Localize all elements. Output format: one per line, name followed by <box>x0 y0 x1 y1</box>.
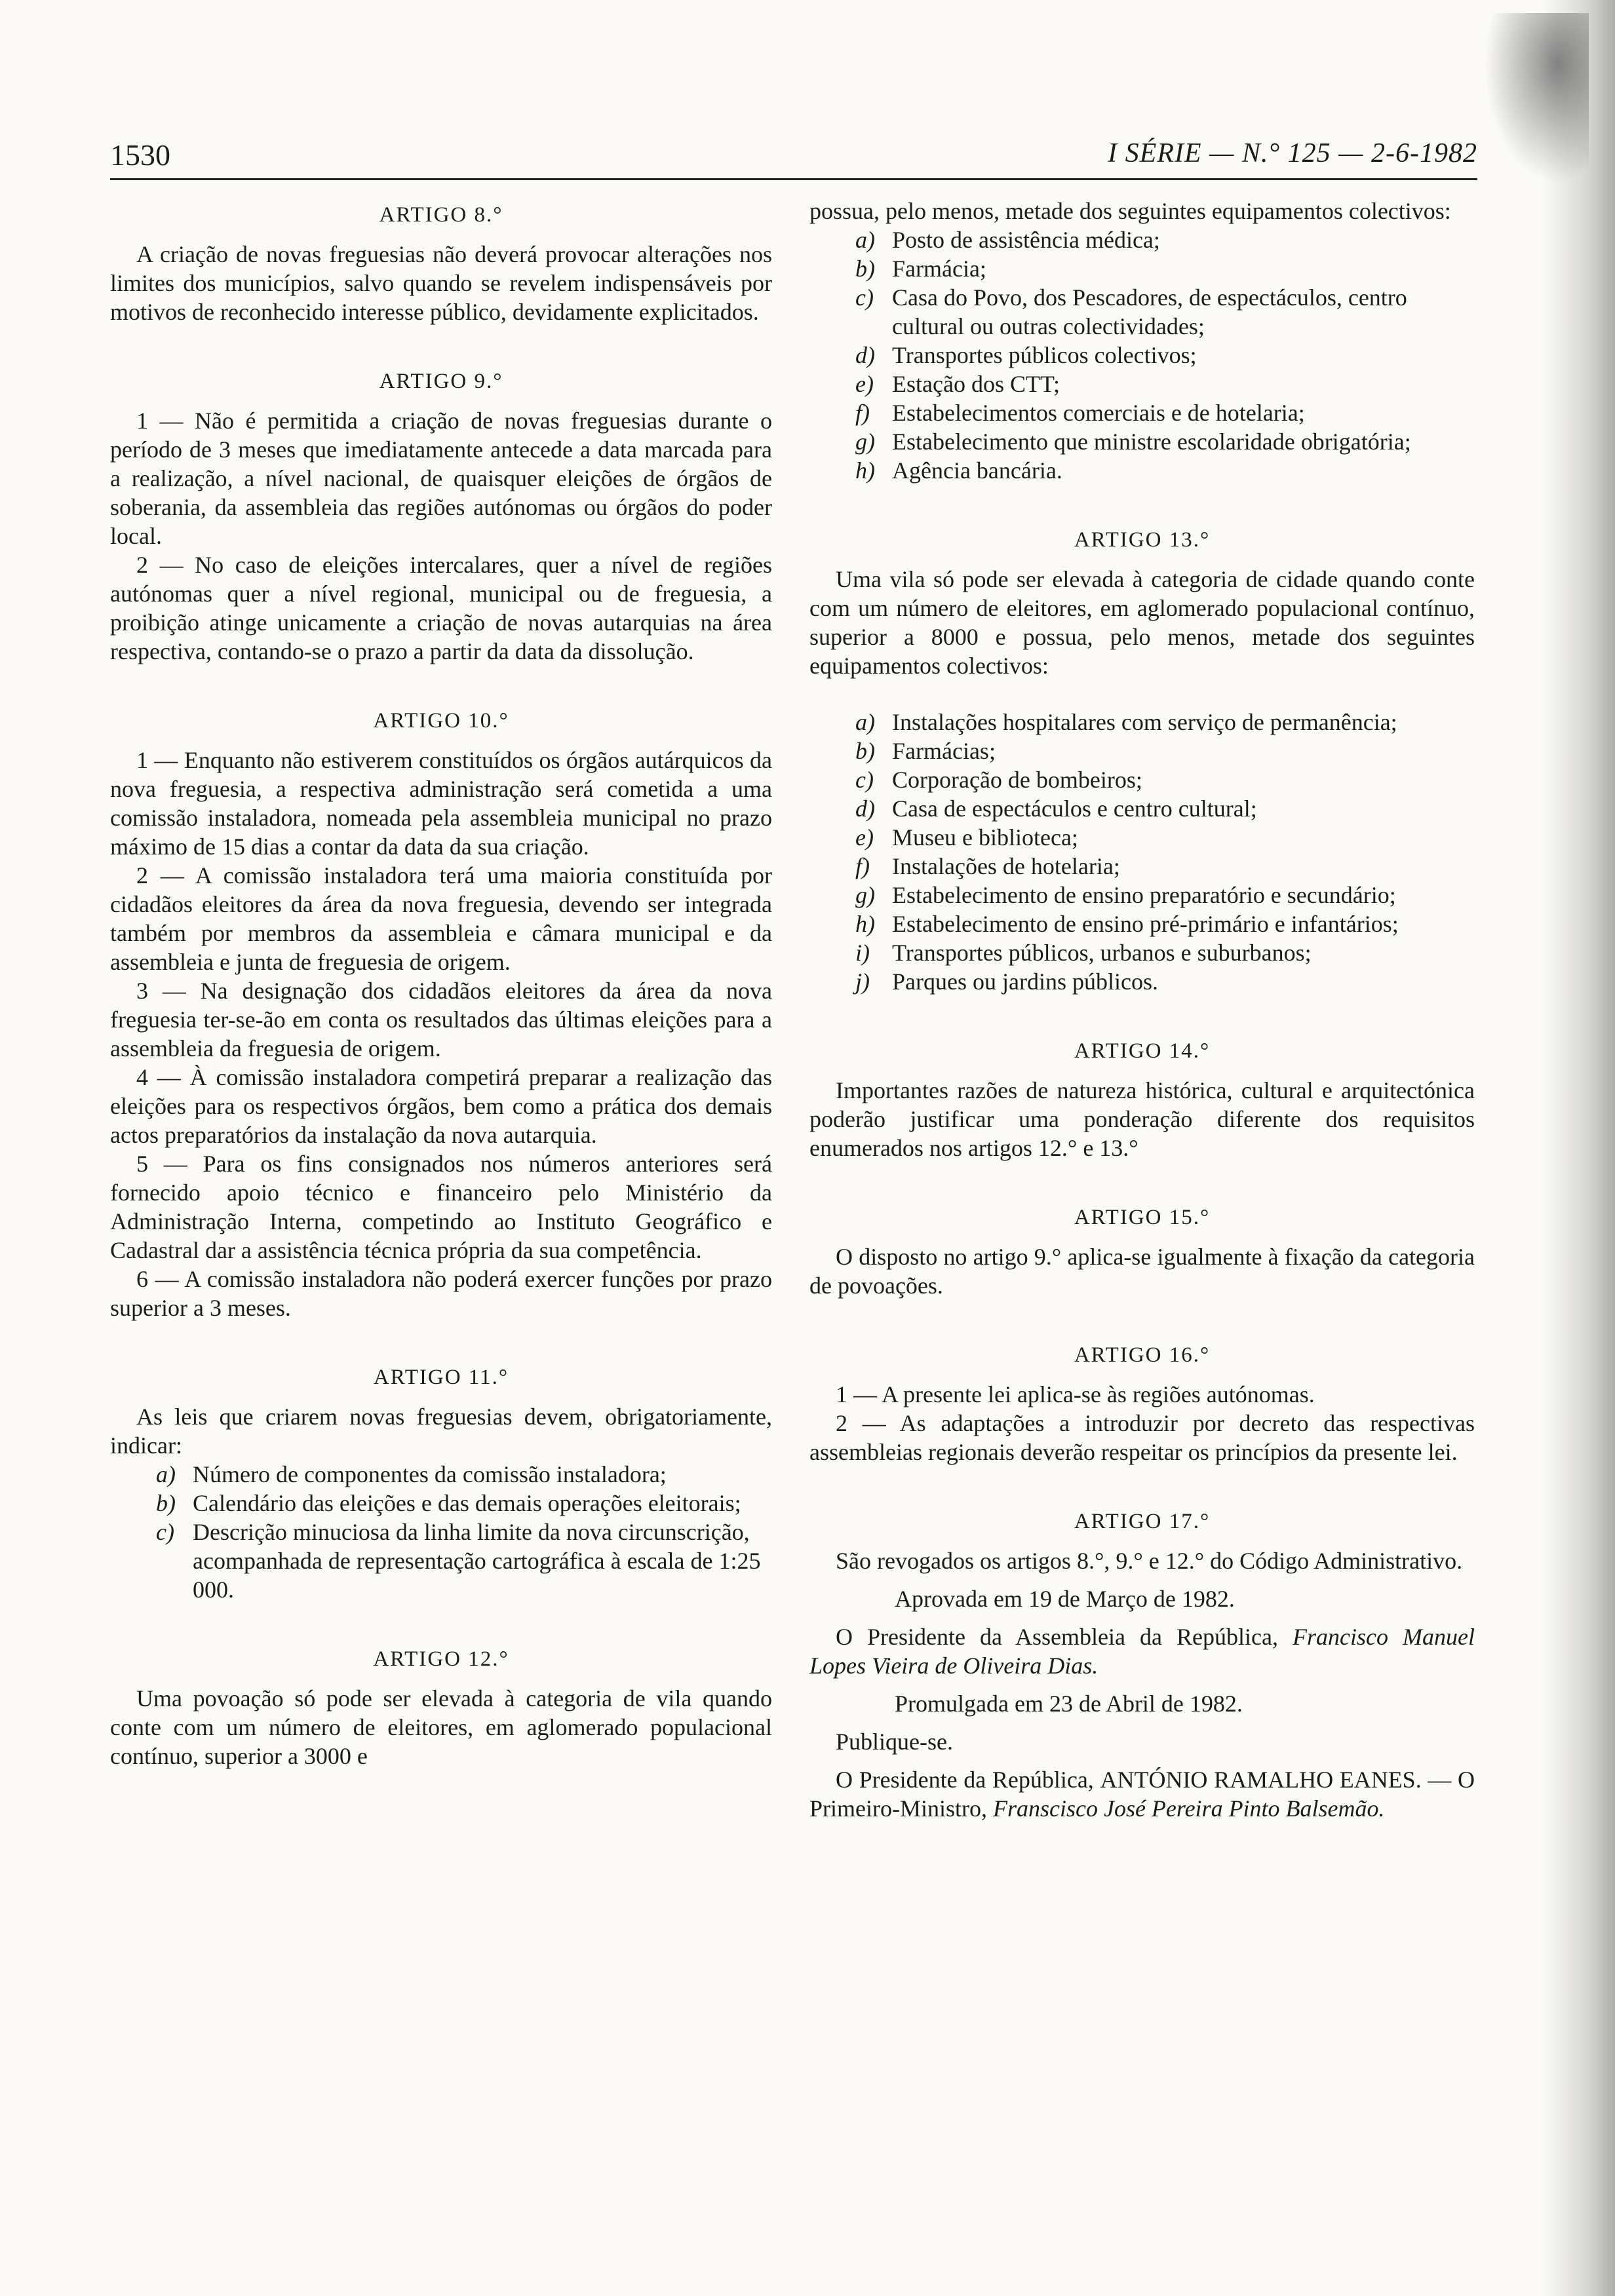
article-8-title: ARTIGO 8.° <box>379 203 503 227</box>
article-9-para-2: 2 — No caso de eleições intercalares, quer a nível de regiões autónomas quer a nível regional, municipal ou de freguesia, a proibição atinge unicamente a criação de novas autarquias na área respectiva, contando-se o prazo a partir da data da dissolução. <box>110 552 772 664</box>
article-11-list <box>156 1460 772 1604</box>
article-15-text: O disposto no artigo 9.° aplica-se igualmente à fixação da categoria de povoações. <box>809 1244 1475 1299</box>
page-header <box>0 138 1615 177</box>
article-10-para-6: 6 — A comissão instaladora não poderá exercer funções por prazo superior a 3 meses. <box>110 1266 772 1321</box>
list-item: a) Número de componentes da comissão instaladora; <box>156 1461 667 1487</box>
list-item: h) Agência bancária. <box>855 457 1062 484</box>
approval-date: Aprovada em 19 de Março de 1982. <box>895 1586 1235 1612</box>
list-item: g) Estabelecimento de ensino preparatório e secundário; <box>855 882 1396 908</box>
left-column <box>110 197 772 1770</box>
list-item: h) Estabelecimento de ensino pré-primário e infantários; <box>855 911 1399 937</box>
list-item: d) Transportes públicos colectivos; <box>855 342 1197 368</box>
article-10-para-2: 2 — A comissão instaladora terá uma maioria constituída por cidadãos eleitores da área da nova freguesia, devendo ser integrada também por membros da assembleia e câmara municipal e da assembleia e junta de freguesia de origem. <box>110 862 772 975</box>
article-12-list <box>855 225 1475 485</box>
article-17-title: ARTIGO 17.° <box>1074 1510 1211 1533</box>
page-number: 1530 <box>110 138 170 172</box>
article-8-text: A criação de novas freguesias não deverá provocar alterações nos limites dos municípios, salvo quando se revelem indispensáveis por motivos de reconhecido interesse público, devidamente explicitados. <box>110 241 772 325</box>
publish-order: Publique-se. <box>836 1729 953 1755</box>
republic-president-label: O Presidente da República, <box>836 1767 1094 1793</box>
signatures <box>809 1765 1475 1823</box>
article-10-para-4: 4 — À comissão instaladora competirá preparar a realização das eleições para os respectivos órgãos, bem como a prática dos demais actos preparatórios da instalação da nova autarquia. <box>110 1064 772 1148</box>
right-column <box>809 197 1475 1823</box>
article-10-para-3: 3 — Na designação dos cidadãos eleitores da área da nova freguesia ter-se-ão em conta os resultados das últimas eleições para a assembleia da freguesia de origem. <box>110 978 772 1062</box>
article-17-text: São revogados os artigos 8.°, 9.° e 12.° do Código Administrativo. <box>836 1548 1463 1574</box>
article-13-text: Uma vila só pode ser elevada à categoria de cidade quando conte com um número de eleitores, em aglomerado populacional contínuo, superior a 8000 e possua, pelo menos, metade dos seguintes equipamentos colectivos: <box>809 566 1475 679</box>
list-item: b) Farmácia; <box>855 256 986 282</box>
assembly-president-label: O Presidente da Assembleia da República, <box>836 1624 1278 1650</box>
list-item: f) Estabelecimentos comerciais e de hotelaria; <box>855 400 1305 426</box>
article-16-para-2: 2 — As adaptações a introduzir por decreto das respectivas assembleias regionais deverão respeitar os princípios da presente lei. <box>809 1410 1475 1465</box>
prime-minister-label: — O Primeiro-Ministro, <box>809 1767 1475 1822</box>
list-item: c) Corporação de bombeiros; <box>855 767 1142 793</box>
article-12-text-cont: possua, pelo menos, metade dos seguintes equipamentos colectivos: <box>809 198 1451 224</box>
article-12-title: ARTIGO 12.° <box>373 1647 509 1671</box>
list-item: c) Descrição minuciosa da linha limite da nova circunscrição, acompanhada de representação cartográfica à escala de 1:25 000. <box>156 1519 761 1603</box>
list-item: e) Museu e biblioteca; <box>855 824 1078 851</box>
list-item: e) Estação dos CTT; <box>855 371 1060 397</box>
scan-edge-shadow <box>1543 0 1615 2296</box>
article-11-intro: As leis que criarem novas freguesias devem, obrigatoriamente, indicar: <box>110 1404 772 1459</box>
article-10-para-5: 5 — Para os fins consignados nos números anteriores será fornecido apoio técnico e financeiro pelo Ministério da Administração Interna, competindo ao Instituto Geográfico e Cadastral dar a assistência técnica própria da sua competência. <box>110 1151 772 1263</box>
list-item: c) Casa do Povo, dos Pescadores, de espectáculos, centro cultural ou outras colectividades; <box>855 284 1407 339</box>
assembly-president <box>809 1622 1475 1680</box>
series-issue-date: I SÉRIE — N.° 125 — 2-6-1982 <box>1108 138 1477 168</box>
list-item: f) Instalações de hotelaria; <box>855 853 1120 879</box>
list-item: d) Casa de espectáculos e centro cultural; <box>855 795 1257 822</box>
list-item: i) Transportes públicos, urbanos e suburbanos; <box>855 940 1312 966</box>
list-item: g) Estabelecimento que ministre escolaridade obrigatória; <box>855 429 1411 455</box>
article-10-title: ARTIGO 10.° <box>373 709 509 733</box>
list-item: b) Calendário das eleições e das demais operações eleitorais; <box>156 1490 741 1516</box>
article-16-para-1: 1 — A presente lei aplica-se às regiões autónomas. <box>836 1381 1315 1407</box>
article-15-title: ARTIGO 15.° <box>1074 1206 1211 1229</box>
list-item: a) Posto de assistência médica; <box>855 227 1160 253</box>
list-item: b) Farmácias; <box>855 738 996 764</box>
article-9-para-1: 1 — Não é permitida a criação de novas freguesias durante o período de 3 meses que imediatamente antecede a data marcada para a realização, a nível nacional, de quaisquer eleições de órgãos de soberania, da assembleia das regiões autónomas ou órgãos do poder local. <box>110 408 772 549</box>
list-item: j) Parques ou jardins públicos. <box>855 968 1158 995</box>
list-item: a) Instalações hospitalares com serviço de permanência; <box>855 709 1397 735</box>
article-10-para-1: 1 — Enquanto não estiverem constituídos os órgãos autárquicos da nova freguesia, a respectiva administração será cometida a uma comissão instaladora, nomeada pela assembleia municipal no prazo máximo de 15 dias a contar da data da sua criação. <box>110 747 772 860</box>
republic-president-name: ANTÓNIO RAMALHO EANES. <box>1100 1767 1422 1793</box>
article-9-title: ARTIGO 9.° <box>379 370 503 393</box>
header-rule <box>110 178 1477 180</box>
assembly-president-name: Francisco Manuel Lopes Vieira de Oliveira Dias. <box>809 1624 1475 1679</box>
article-14-title: ARTIGO 14.° <box>1074 1039 1211 1063</box>
prime-minister-name: Franscisco José Pereira Pinto Balsemão. <box>992 1795 1385 1822</box>
article-12-text-start: Uma povoação só pode ser elevada à categoria de vila quando conte com um número de eleitores, em aglomerado populacional contínuo, superior a 3000 e <box>110 1685 772 1769</box>
article-13-title: ARTIGO 13.° <box>1074 528 1211 552</box>
article-16-title: ARTIGO 16.° <box>1074 1343 1211 1367</box>
promulgation-date: Promulgada em 23 de Abril de 1982. <box>895 1691 1243 1717</box>
article-13-list <box>855 708 1475 996</box>
article-14-text: Importantes razões de natureza histórica, cultural e arquitectónica poderão justificar uma ponderação diferente dos requisitos enumerados nos artigos 12.° e 13.° <box>809 1077 1475 1161</box>
article-11-title: ARTIGO 11.° <box>373 1366 509 1389</box>
